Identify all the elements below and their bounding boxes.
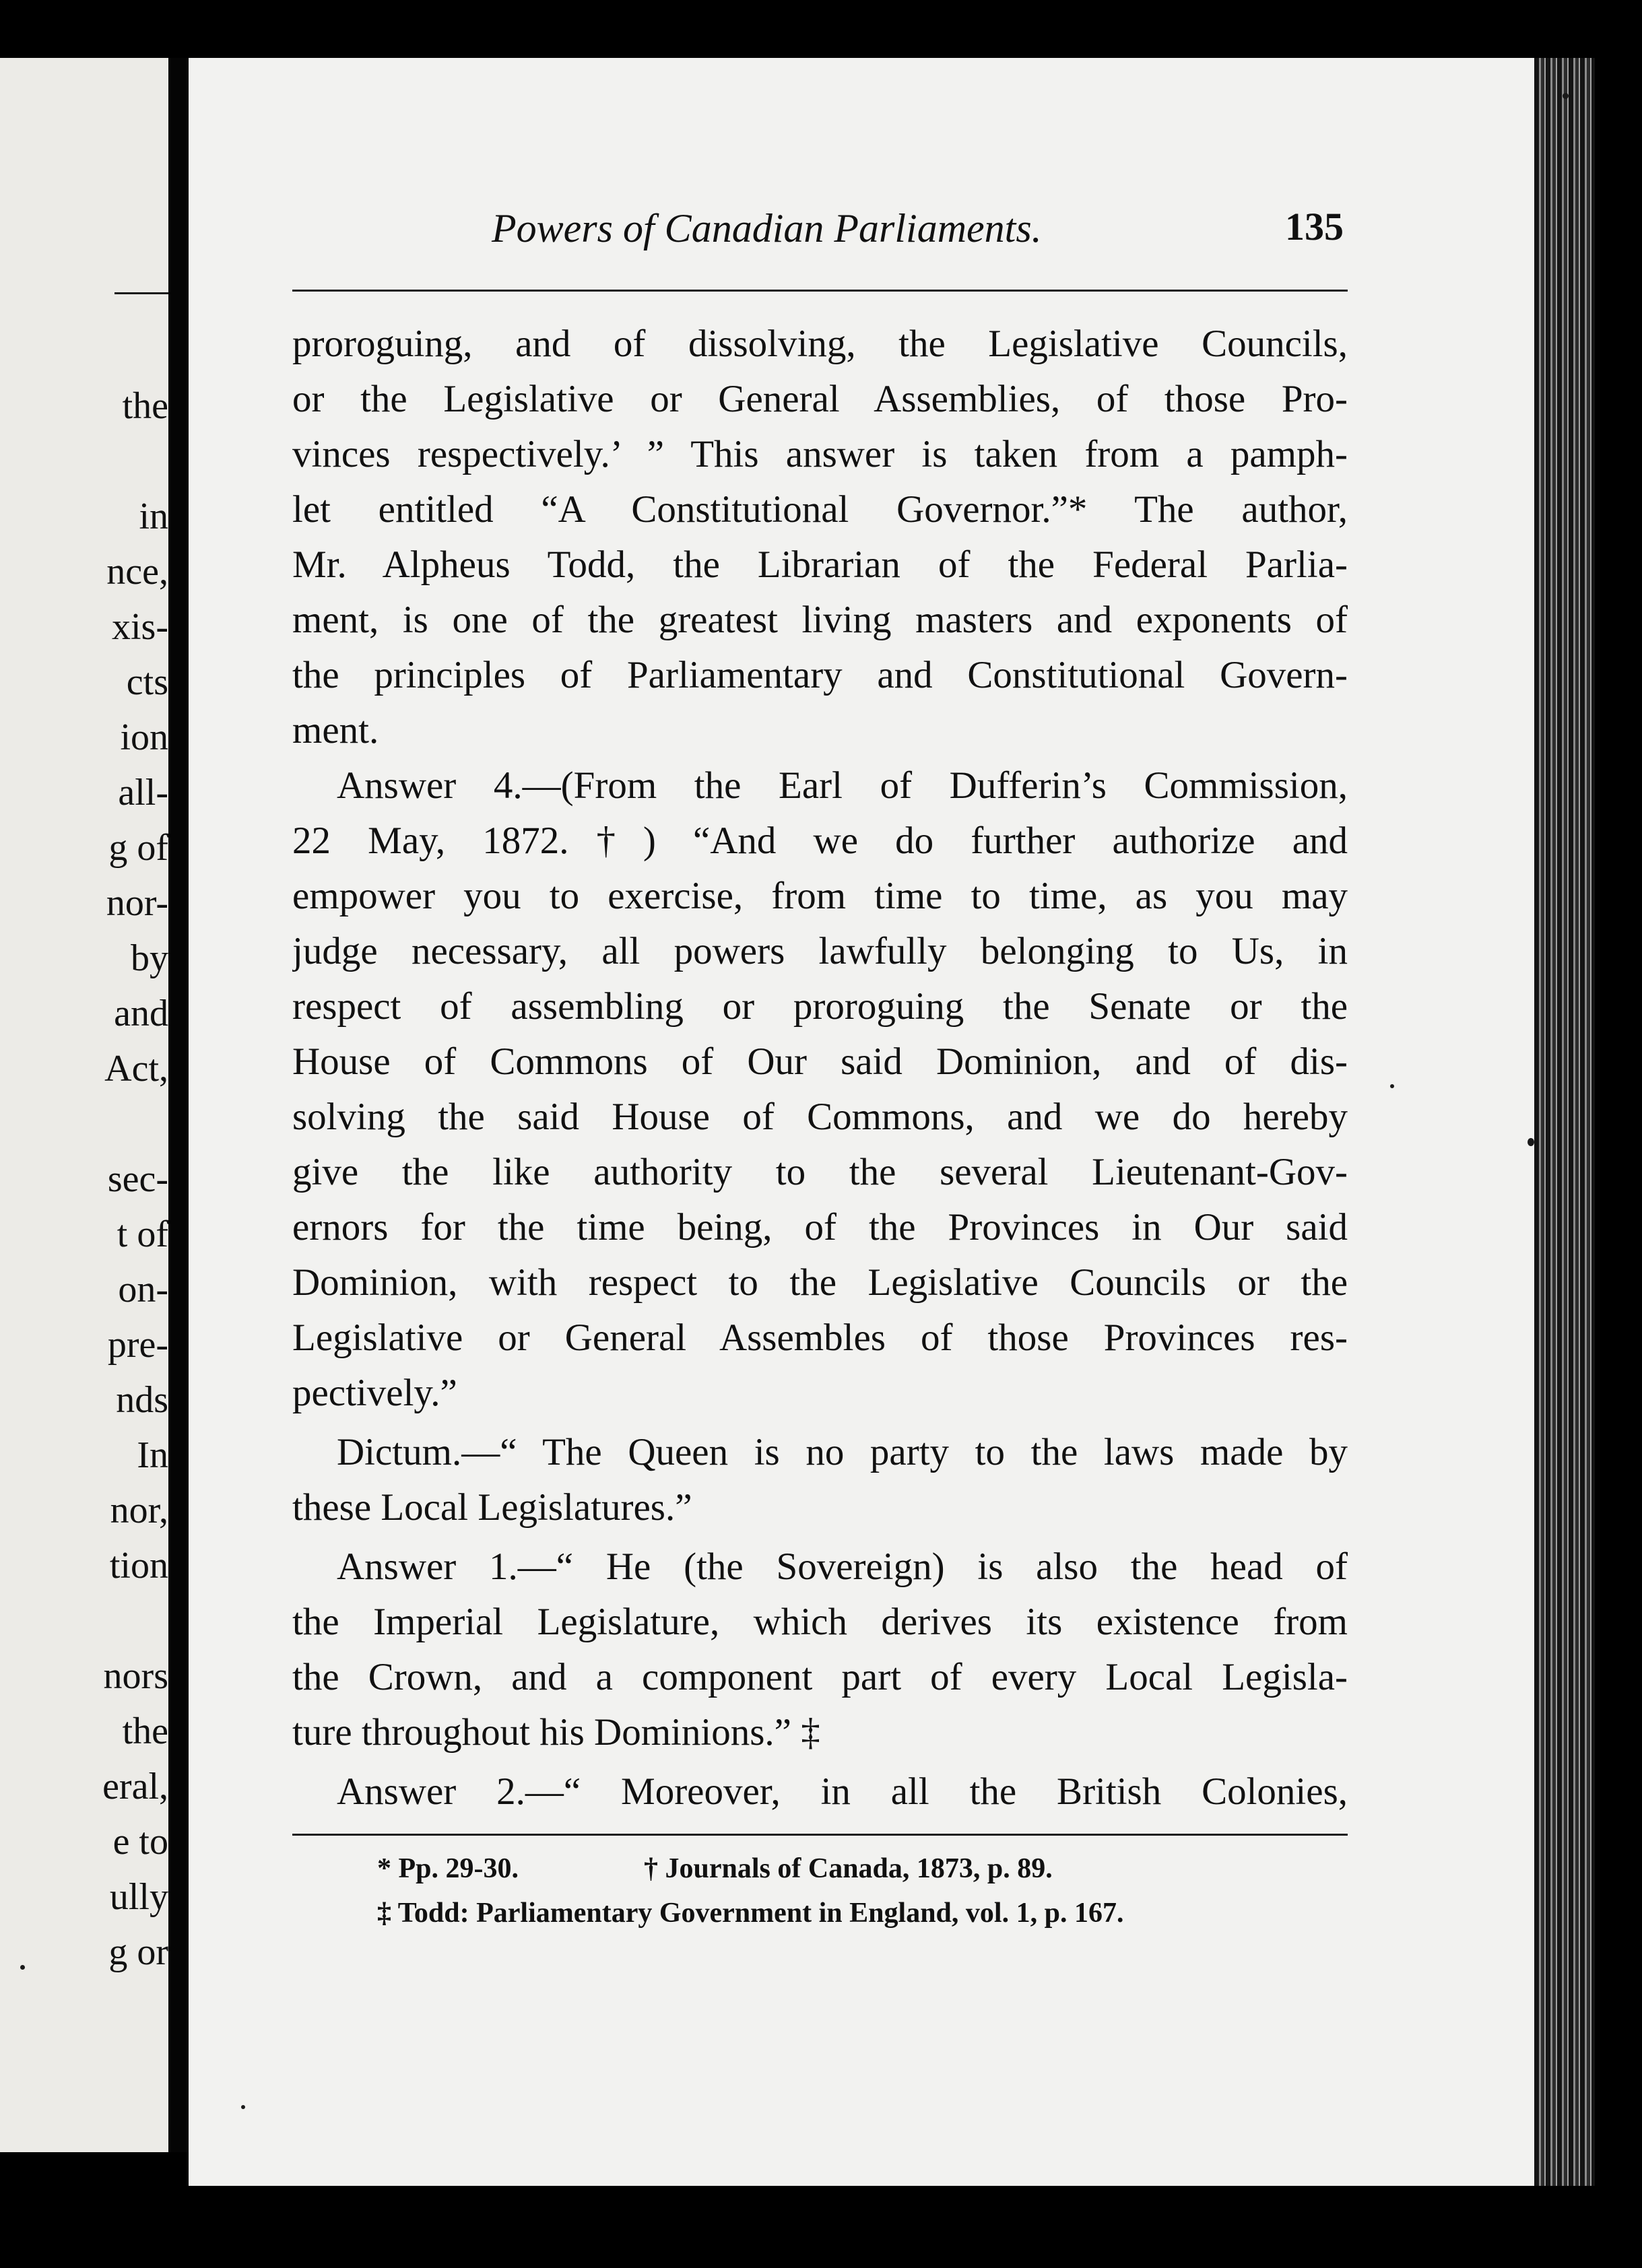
facing-page-fragment: nds xyxy=(116,1379,168,1421)
facing-page-fragment: in xyxy=(139,496,168,537)
facing-page-fragment: on- xyxy=(118,1269,168,1310)
facing-page-fragment: ully xyxy=(109,1876,168,1918)
page-edges xyxy=(1534,58,1595,2186)
facing-page-fragment: Act, xyxy=(104,1048,168,1090)
facing-page-fragment: sec- xyxy=(107,1158,168,1200)
facing-page-fragment: pre- xyxy=(107,1324,168,1366)
text-line: the Imperial Legislature, which derives its existence from xyxy=(292,1601,1348,1643)
text-line: ture throughout his Dominions.” ‡ xyxy=(292,1711,820,1754)
text-line: solving the said House of Commons, and we do hereby xyxy=(292,1096,1348,1138)
text-line: 22 May, 1872.†) “And we do further authorize and xyxy=(292,820,1348,862)
facing-page-fragment: all- xyxy=(118,772,168,813)
text-line: ment. xyxy=(292,709,379,752)
text-line: respect of assembling or proroguing the Senate or the xyxy=(292,985,1348,1028)
scan-speck xyxy=(241,2105,245,2109)
text-line: pectively.” xyxy=(292,1372,457,1414)
facing-page-fragment: g of xyxy=(108,827,168,869)
facing-page-fragment: the xyxy=(122,1710,168,1752)
text-line: the principles of Parliamentary and Constitutional Govern- xyxy=(292,654,1348,696)
text-line: Dictum.—“ The Queen is no party to the laws made by xyxy=(337,1431,1348,1473)
facing-page-fragment: xis- xyxy=(112,606,168,648)
text-line: empower you to exercise, from time to time, as you may xyxy=(292,875,1348,917)
book-gutter xyxy=(168,58,189,2152)
page-number: 135 xyxy=(1285,205,1344,248)
scan-speck xyxy=(1563,93,1569,99)
text-line: Answer 4.—(From the Earl of Dufferin’s Commission, xyxy=(337,764,1348,807)
facing-page-fragment: nor, xyxy=(110,1490,168,1531)
text-line: or the Legislative or General Assemblies, of those Pro- xyxy=(292,378,1348,420)
text-line: vinces respectively.’ ” This answer is taken from a pamph- xyxy=(292,433,1348,475)
text-line: proroguing, and of dissolving, the Legislative Councils, xyxy=(292,323,1348,365)
footnote-star: * Pp. 29-30. xyxy=(377,1853,519,1884)
facing-page-fragment: eral, xyxy=(102,1766,168,1807)
scan-speck xyxy=(1528,1138,1534,1146)
facing-page-fragment: nce, xyxy=(106,551,168,593)
text-line: House of Commons of Our said Dominion, and of dis- xyxy=(292,1040,1348,1083)
footnote-dagger: † Journals of Canada, 1873, p. 89. xyxy=(644,1853,1053,1884)
facing-page-fragment: and xyxy=(114,993,168,1034)
facing-page-fragment: tion xyxy=(109,1545,168,1587)
text-line: the Crown, and a component part of every Local Legisla- xyxy=(292,1656,1348,1698)
text-line: Mr. Alpheus Todd, the Librarian of the Federal Parlia- xyxy=(292,543,1348,586)
text-line: ment, is one of the greatest living masters and exponents of xyxy=(292,599,1348,641)
facing-page-fragment: e to xyxy=(112,1821,168,1863)
facing-page-fragment: t of xyxy=(117,1213,168,1255)
text-line: Answer 2.—“ Moreover, in all the British Colonies, xyxy=(337,1770,1348,1813)
facing-page-left xyxy=(0,58,168,2152)
facing-page-fragment: nors xyxy=(103,1655,168,1697)
running-head: Powers of Canadian Parliaments. xyxy=(492,206,1042,251)
facing-page-fragment: by xyxy=(131,937,168,979)
scan-speck xyxy=(20,1965,25,1970)
text-line: ernors for the time being, of the Provinces in Our said xyxy=(292,1206,1348,1248)
text-line: give the like authority to the several Lieutenant-Gov- xyxy=(292,1151,1348,1193)
text-line: Dominion, with respect to the Legislative Councils or the xyxy=(292,1261,1348,1304)
text-line: Answer 1.—“ He (the Sovereign) is also the head of xyxy=(337,1545,1348,1588)
facing-page-fragment: ion xyxy=(120,716,168,758)
facing-page-rule xyxy=(114,292,168,294)
scan-speck xyxy=(1390,1084,1394,1088)
facing-page-fragment: nor- xyxy=(106,882,168,924)
facing-page-fragment: In xyxy=(137,1434,168,1476)
text-line: let entitled “A Constitutional Governor.”* The author, xyxy=(292,488,1348,531)
facing-page-fragment: g or xyxy=(108,1931,168,1973)
text-line: judge necessary, all powers lawfully belonging to Us, in xyxy=(292,930,1348,972)
facing-page-fragment: cts xyxy=(126,661,168,703)
facing-page-fragment: the xyxy=(122,385,168,427)
footnote-double-dagger: ‡ Todd: Parliamentary Government in England, vol. 1, p. 167. xyxy=(377,1898,1124,1929)
footnote-rule xyxy=(292,1834,1348,1836)
header-rule xyxy=(292,290,1348,292)
text-line: Legislative or General Assembles of those Provinces res- xyxy=(292,1316,1348,1359)
text-line: these Local Legislatures.” xyxy=(292,1486,692,1529)
